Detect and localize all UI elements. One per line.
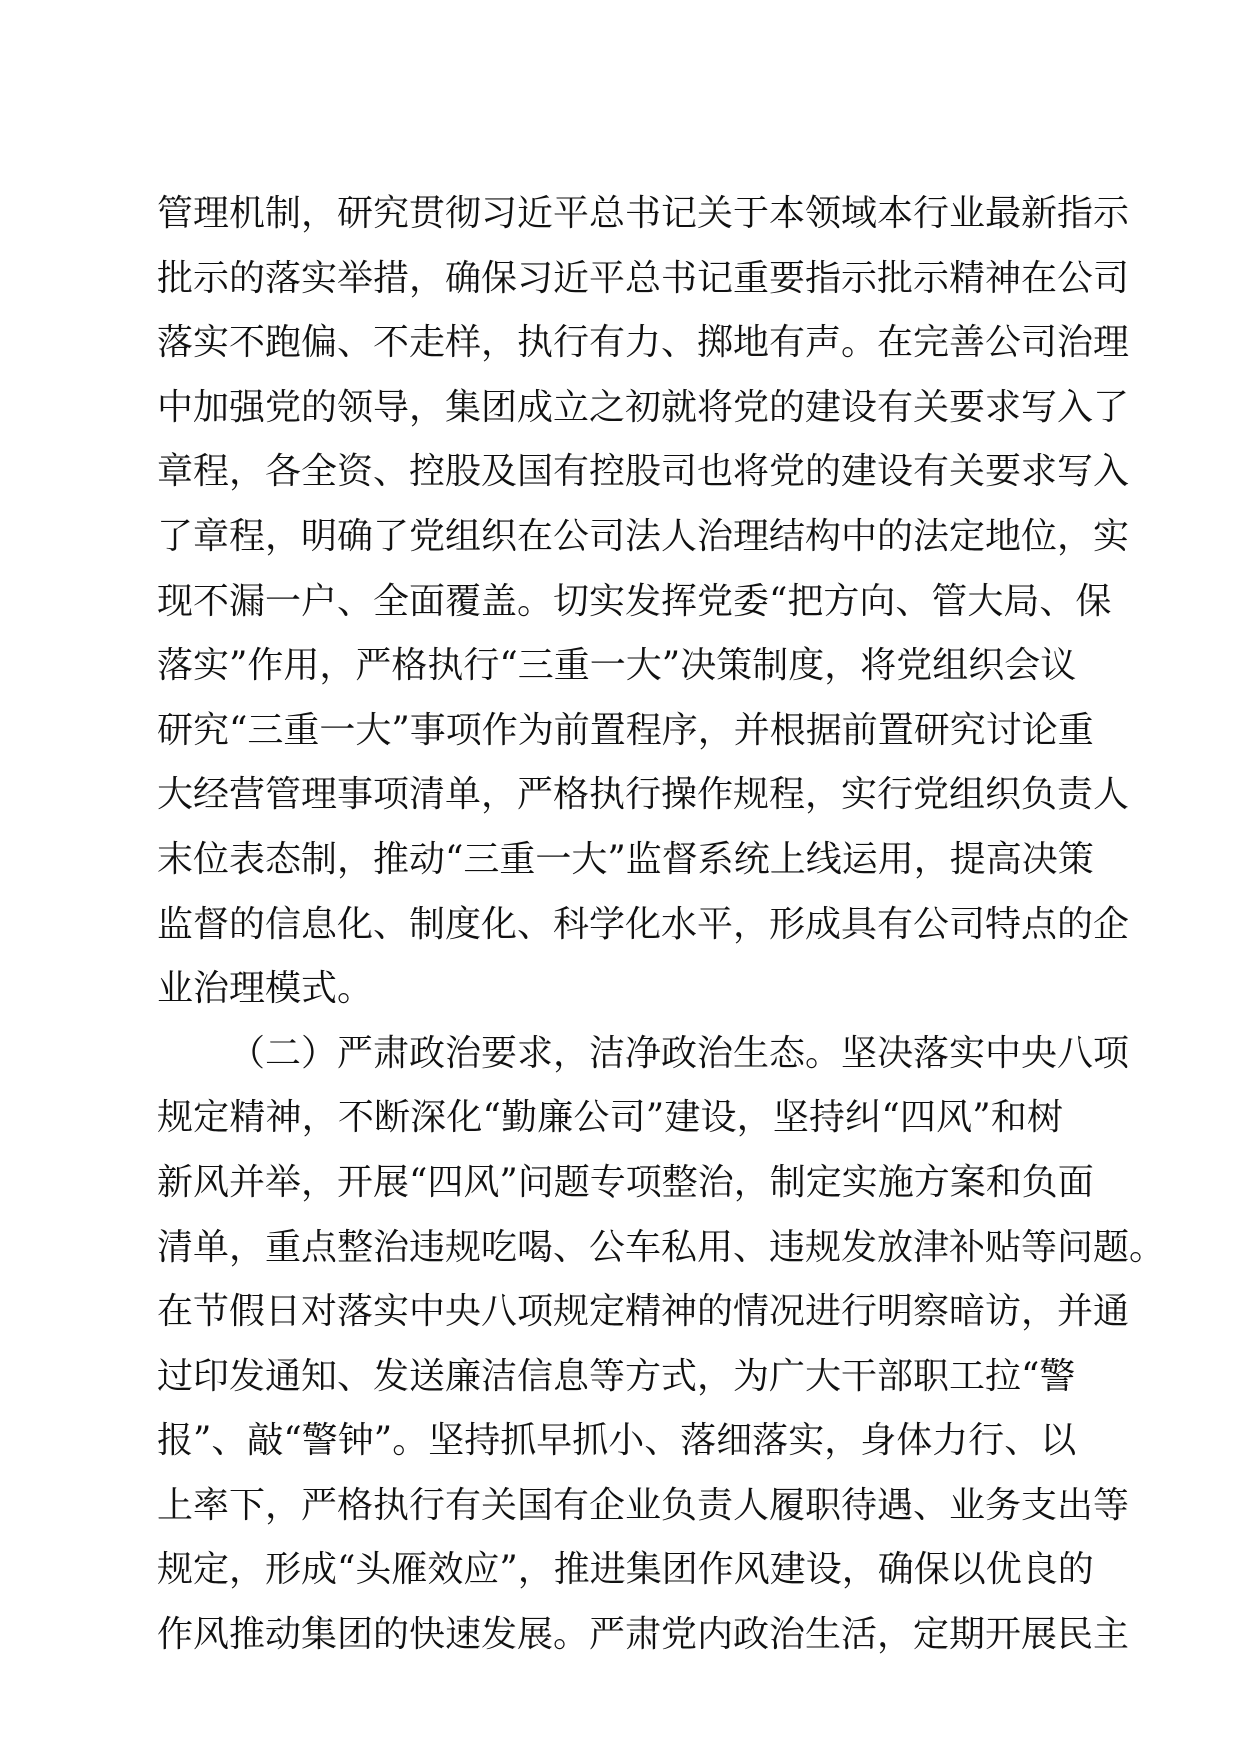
text-line: 中加强党的领导，集团成立之初就将党的建设有关要求写入了 [157, 386, 1130, 428]
text-line: 了章程，明确了党组织在公司法人治理结构中的法定地位，实 [157, 515, 1130, 557]
text-line: 研究“三重一大”事项作为前置程序，并根据前置研究讨论重 [157, 709, 1094, 751]
text-line: 作风推动集团的快速发展。严肃党内政治生活，定期开展民主 [157, 1614, 1130, 1656]
text-line: 过印发通知、发送廉洁信息等方式，为广大干部职工拉“警 [157, 1355, 1076, 1397]
text-line: 业治理模式。 [157, 968, 374, 1010]
text-line: 规定，形成“头雁效应”，推进集团作风建设，确保以优良的 [157, 1549, 1094, 1591]
text-line: 规定精神，不断深化“勤廉公司”建设，坚持纠“四风”和树 [157, 1097, 1063, 1139]
text-line: 清单，重点整治违规吃喝、公车私用、违规发放津补贴等问题。 [157, 1226, 1166, 1268]
text-line: 上率下，严格执行有关国有企业负责人履职待遇、业务支出等 [157, 1484, 1130, 1526]
text-line: 章程，各全资、控股及国有控股司也将党的建设有关要求写入 [157, 451, 1130, 493]
text-line: 批示的落实举措，确保习近平总书记重要指示批示精神在公司 [157, 257, 1130, 299]
text-line: 末位表态制，推动“三重一大”监督系统上线运用，提高决策 [157, 838, 1094, 880]
section-heading-line: （二）严肃政治要求，洁净政治生态。坚决落实中央八项 [229, 1032, 1130, 1074]
text-line: 监督的信息化、制度化、科学化水平，形成具有公司特点的企 [157, 903, 1130, 945]
text-line: 落实不跑偏、不走样，执行有力、掷地有声。在完善公司治理 [157, 322, 1130, 364]
text-line: 报”、敲“警钟”。坚持抓早抓小、落细落实，身体力行、以 [157, 1420, 1077, 1462]
text-line: 大经营管理事项清单，严格执行操作规程，实行党组织负责人 [157, 774, 1130, 816]
text-line: 在节假日对落实中央八项规定精神的情况进行明察暗访，并通 [157, 1291, 1130, 1333]
text-line: 现不漏一户、全面覆盖。切实发挥党委“把方向、管大局、保 [157, 580, 1112, 622]
text-line: 落实”作用，严格执行“三重一大”决策制度，将党组织会议 [157, 645, 1077, 687]
document-page [157, 182, 1166, 1668]
text-line: 新风并举，开展“四风”问题专项整治，制定实施方案和负面 [157, 1161, 1094, 1203]
text-line: 管理机制，研究贯彻习近平总书记关于本领域本行业最新指示 [157, 193, 1130, 234]
